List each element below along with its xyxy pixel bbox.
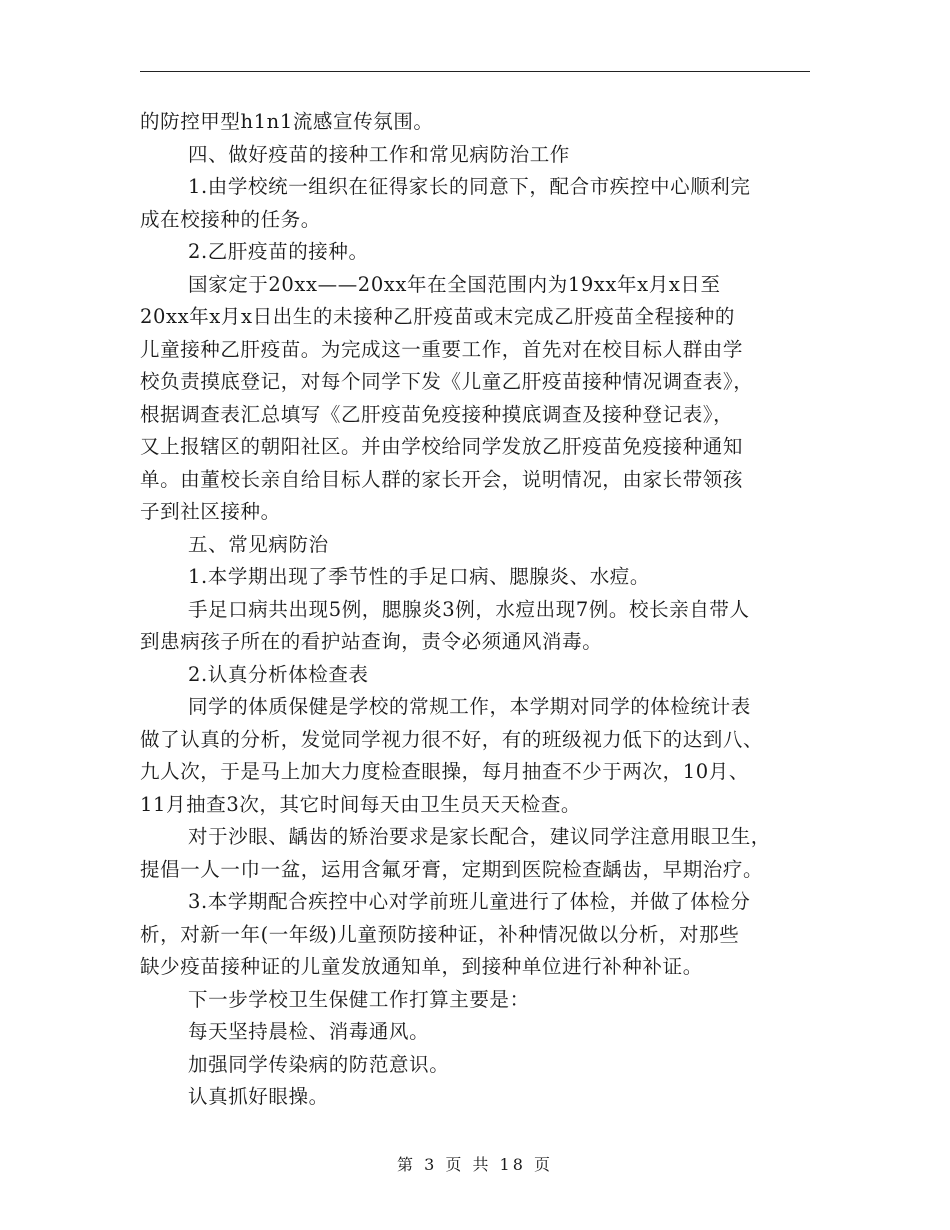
text-line: 2.认真分析体检查表 [188,662,369,686]
page-number-footer: 第 3 页 共 18 页 [397,1155,553,1174]
text-line: 3.本学期配合疾控中心对学前班儿童进行了体检，并做了体检分 [188,890,751,913]
text-line: 做了认真的分析，发觉同学视力很不好，有的班级视力低下的达到八、 [140,727,764,751]
text-line: 20xx年x月x日出生的未接种乙肝疫苗或末完成乙肝疫苗全程接种的 [140,305,736,328]
text-line: 子到社区接种。 [140,500,281,523]
text-line: 国家定于20xx——20xx年在全国范围内为19xx年x月x日至 [188,272,721,296]
text-line: 1.本学期出现了季节性的手足口病、腮腺炎、水痘。 [188,565,651,588]
document-body [140,106,820,1114]
text-line: 的防控甲型h1n1流感宣传氛围。 [140,110,434,133]
text-line: 析，对新一年(一年级)儿童预防接种证，补种情况做以分析，对那些 [140,922,740,946]
text-line: 1.由学校统一组织在征得家长的同意下，配合市疾控中心顺利完 [188,175,751,198]
text-line: 对于沙眼、龋齿的矫治要求是家长配合，建议同学注意用眼卫生， [188,825,771,848]
text-line: 加强同学传染病的防范意识。 [188,1052,450,1076]
text-line: 成在校接种的任务。 [140,207,321,231]
text-line: 2.乙肝疫苗的接种。 [188,240,369,263]
text-line: 又上报辖区的朝阳社区。并由学校给同学发放乙肝疫苗免疫接种通知 [140,435,744,458]
text-line: 儿童接种乙肝疫苗。为完成这一重要工作，首先对在校目标人群由学 [140,337,744,361]
text-line: 九人次，于是马上加大力度检查眼操，每月抽查不少于两次，10月、 [140,760,749,783]
text-line: 每天坚持晨检、消毒通风。 [188,1020,430,1043]
header-rule [140,71,810,72]
text-line: 下一步学校卫生保健工作打算主要是： [188,987,530,1011]
text-line: 11月抽查3次，其它时间每天由卫生员天天检查。 [140,792,582,816]
text-line: 到患病孩子所在的看护站查询，责令必须通风消毒。 [140,630,603,653]
text-line: 缺少疫苗接种证的儿童发放通知单，到接种单位进行补种补证。 [140,955,703,978]
text-line: 单。由董校长亲自给目标人群的家长开会，说明情况，由家长带领孩 [140,467,744,491]
section-heading: 四、做好疫苗的接种工作和常见病防治工作 [188,142,570,166]
text-line: 认真抓好眼操。 [188,1085,329,1108]
text-line: 根据调查表汇总填写《乙肝疫苗免疫接种摸底调查及接种登记表》， [140,402,734,426]
text-line: 手足口病共出现5例，腮腺炎3例，水痘出现7例。校长亲自带人 [188,597,750,621]
section-heading: 五、常见病防治 [188,532,329,556]
text-line: 提倡一人一巾一盆，运用含氟牙膏，定期到医院检查龋齿，早期治疗。 [140,857,764,881]
text-line: 校负责摸底登记，对每个同学下发《儿童乙肝疫苗接种情况调查表》， [140,370,754,393]
text-line: 同学的体质保健是学校的常规工作，本学期对同学的体检统计表 [188,695,751,718]
